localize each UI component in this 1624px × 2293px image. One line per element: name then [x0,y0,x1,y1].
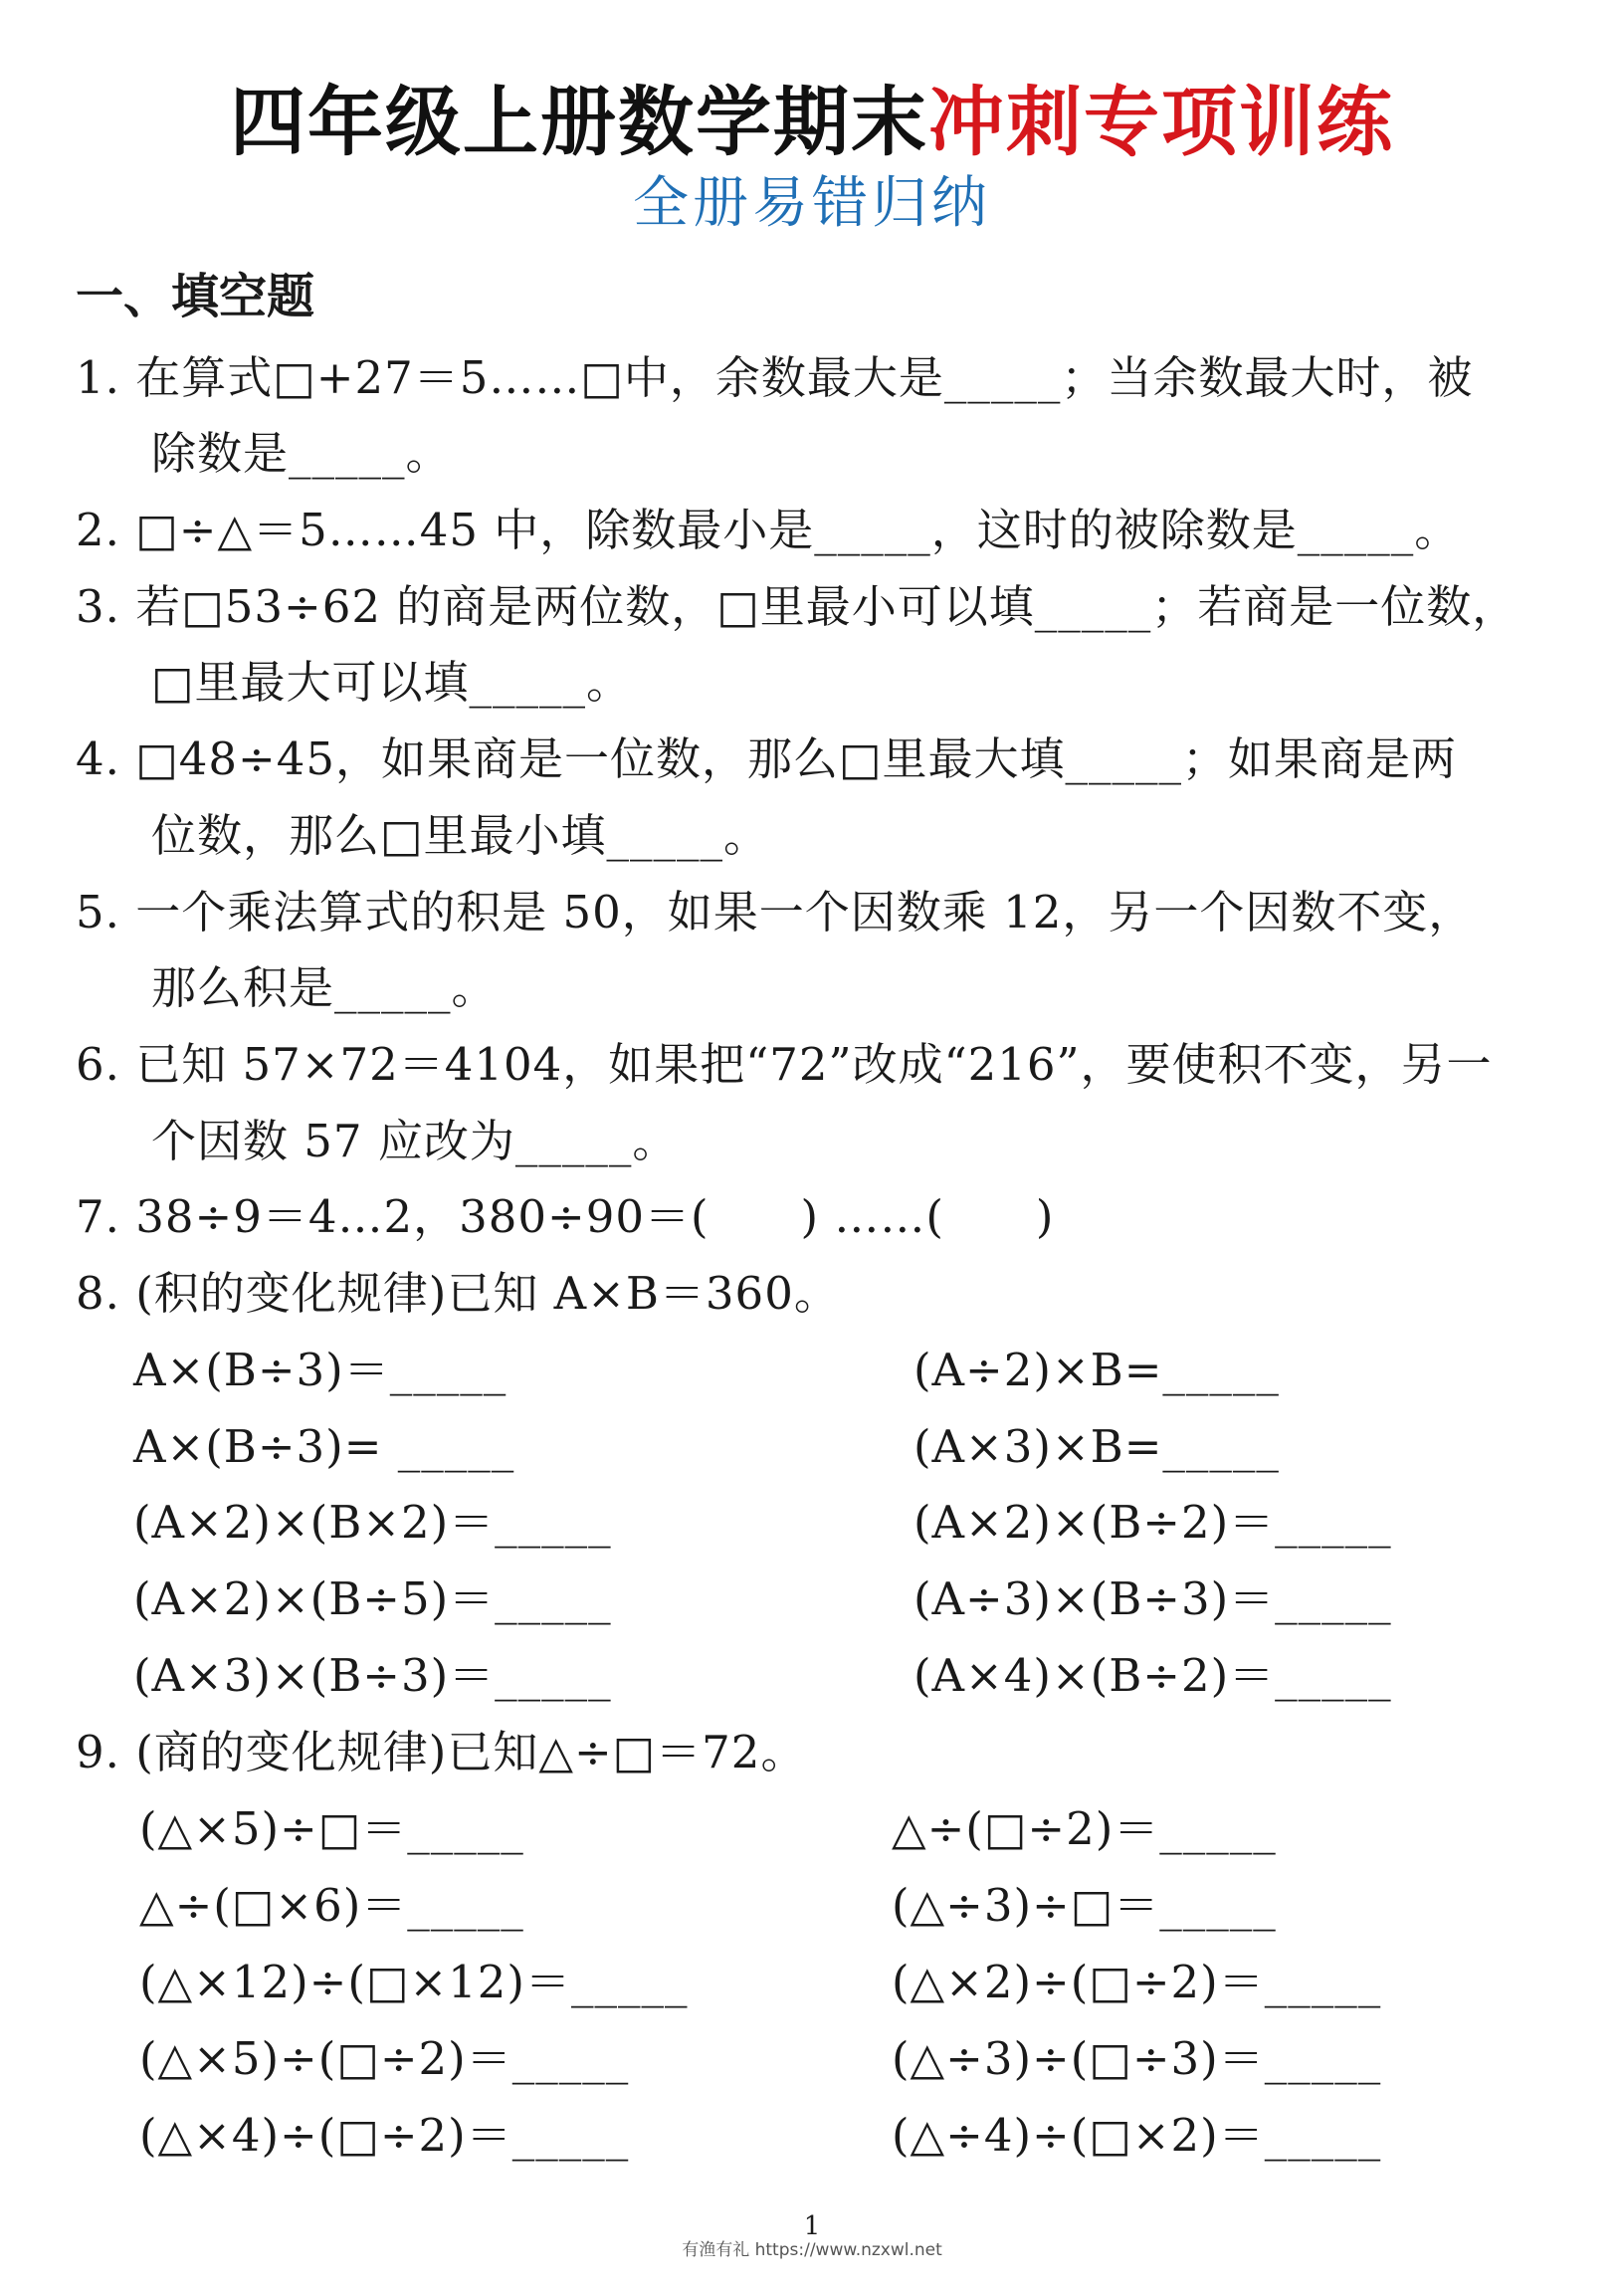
q8-item: A×(B÷3)＝_____ [133,1344,508,1396]
q9-item: (△×5)÷□＝_____ [139,1802,524,1855]
q8-item: (A÷3)×(B÷3)＝_____ [914,1572,1392,1625]
q9-item: (△×4)÷(□÷2)＝_____ [139,2109,630,2162]
question-8: 8. (积的变化规律)已知 A×B＝360。 [76,1267,840,1320]
q8-item: (A×3)×(B÷3)＝_____ [133,1649,612,1702]
question-4-line-2: 位数，那么□里最小填_____。 [151,809,770,862]
question-9: 9. (商的变化规律)已知△÷□＝72。 [76,1726,807,1778]
q9-item: (△÷4)÷(□×2)＝_____ [892,2109,1382,2162]
question-2: 2. □÷△＝5……45 中，除数最小是_____，这时的被除数是_____。 [76,504,1461,556]
question-3-line-2: □里最大可以填_____。 [151,656,633,709]
question-1-line-1: 1. 在算式□+27＝5……□中，余数最大是_____；当余数最大时，被 [76,351,1474,404]
q9-item: (△÷3)÷□＝_____ [892,1879,1277,1932]
q9-item: (△×5)÷(□÷2)＝_____ [139,2032,630,2085]
question-7: 7. 38÷9＝4…2，380÷90＝( ) ……( ) [76,1190,1055,1243]
q8-item: (A×4)×(B÷2)＝_____ [914,1649,1392,1702]
page-subtitle: 全册易错归纳 [633,171,991,236]
q9-item: (△×2)÷(□÷2)＝_____ [892,1956,1382,2008]
q9-item: (△×12)÷(□×12)＝_____ [139,1956,689,2008]
title-black-part: 四年级上册数学期末 [230,78,928,166]
q8-item: (A÷2)×B=_____ [914,1344,1280,1396]
page-number: 1 [803,2211,821,2241]
question-6-line-1: 6. 已知 57×72＝4104，如果把“72”改成“216”，要使积不变，另一 [76,1038,1493,1091]
question-5-line-1: 5. 一个乘法算式的积是 50，如果一个因数乘 12，另一个因数不变， [76,886,1475,938]
q8-item: (A×2)×(B÷5)＝_____ [133,1572,612,1625]
q8-item: A×(B÷3)= _____ [133,1420,515,1473]
page-title [0,78,1624,167]
q9-item: △÷(□×6)＝_____ [139,1879,524,1932]
question-5-line-2: 那么积是_____。 [151,961,498,1014]
q8-item: (A×2)×(B÷2)＝_____ [914,1496,1392,1549]
watermark-url: 有渔有礼 https://www.nzxwl.net [682,2240,942,2260]
section-heading: 一、填空题 [76,269,315,324]
question-6-line-2: 个因数 57 应改为_____。 [151,1115,679,1167]
question-3-line-1: 3. 若□53÷62 的商是两位数，□里最小可以填_____；若商是一位数， [76,580,1519,633]
question-1-line-2: 除数是_____。 [151,427,452,480]
q8-item: (A×3)×B=_____ [914,1420,1280,1473]
q9-item: (△÷3)÷(□÷3)＝_____ [892,2032,1382,2085]
title-red-part: 冲刺专项训练 [928,78,1394,166]
question-4-line-1: 4. □48÷45，如果商是一位数，那么□里最大填_____；如果商是两 [76,732,1458,785]
q8-item: (A×2)×(B×2)＝_____ [133,1496,612,1549]
q9-item: △÷(□÷2)＝_____ [892,1802,1277,1855]
